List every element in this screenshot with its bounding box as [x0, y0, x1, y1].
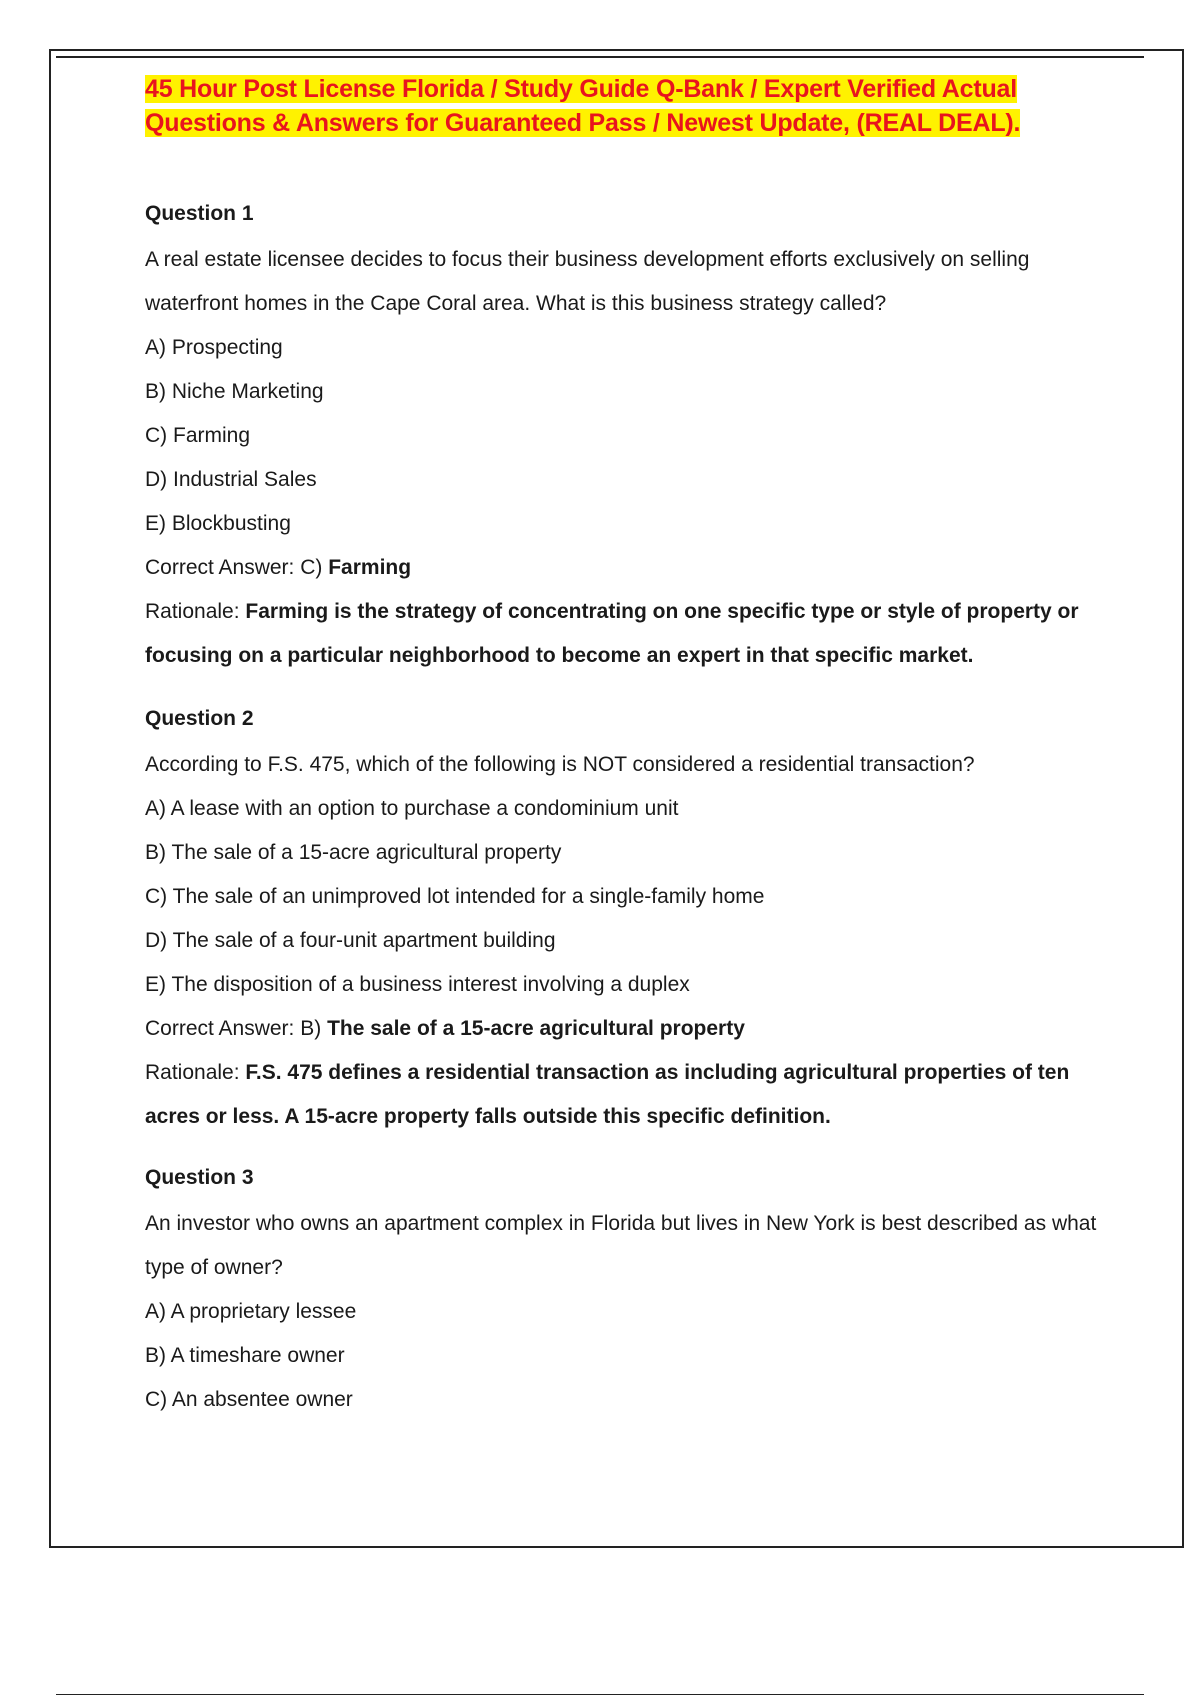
- question-block: [145, 1164, 1105, 1422]
- question-block: [145, 200, 1105, 678]
- rationale-text: Farming is the strategy of concentrating on one specific type or style of property or focusing on a particular neighborhood to become an expert in that specific market.: [145, 600, 1079, 667]
- answer-option: C) An absentee owner: [145, 1388, 353, 1411]
- document-title: [145, 72, 1105, 140]
- correct-answer-value: The sale of a 15-acre agricultural property: [327, 1017, 745, 1040]
- answer-option: B) The sale of a 15-acre agricultural property: [145, 841, 562, 864]
- bottom-divider: [56, 1694, 1144, 1695]
- rationale-text: F.S. 475 defines a residential transaction as including agricultural properties of ten acres or less. A 15-acre property falls outside this specific definition.: [145, 1061, 1070, 1128]
- answer-option: A) A lease with an option to purchase a condominium unit: [145, 797, 679, 820]
- answer-option: E) Blockbusting: [145, 512, 291, 535]
- answer-option: D) The sale of a four-unit apartment building: [145, 929, 556, 952]
- question-text: According to F.S. 475, which of the following is NOT considered a residential transaction?: [145, 753, 975, 776]
- correct-answer-value: Farming: [328, 556, 412, 579]
- rationale: [145, 590, 1105, 678]
- answer-option: C) Farming: [145, 424, 251, 447]
- question-text: A real estate licensee decides to focus their business development efforts exclusively on selling waterfront homes in the Cape Coral area. What is this business strategy called?: [145, 248, 1030, 315]
- rationale: [145, 1051, 1105, 1139]
- top-divider: [56, 56, 1144, 58]
- rationale-label: Rationale:: [145, 1061, 246, 1084]
- answer-option: E) The disposition of a business interest involving a duplex: [145, 973, 690, 996]
- rationale-label: Rationale:: [145, 600, 246, 623]
- correct-answer: [145, 1007, 1105, 1051]
- question-heading: Question 3: [145, 1166, 254, 1189]
- question-block: [145, 705, 1105, 1139]
- answer-option: C) The sale of an unimproved lot intended for a single-family home: [145, 885, 765, 908]
- answer-option: A) A proprietary lessee: [145, 1300, 357, 1323]
- answer-option: B) A timeshare owner: [145, 1344, 345, 1367]
- question-text: An investor who owns an apartment complex in Florida but lives in New York is best described as what type of owner?: [145, 1212, 1097, 1279]
- answer-option: B) Niche Marketing: [145, 380, 324, 403]
- question-heading: Question 1: [145, 202, 254, 225]
- correct-answer-label: Correct Answer: B): [145, 1017, 328, 1040]
- correct-answer-label: Correct Answer: C): [145, 556, 329, 579]
- answer-option: A) Prospecting: [145, 336, 283, 359]
- answer-option: D) Industrial Sales: [145, 468, 317, 491]
- document-body: [145, 72, 1105, 1411]
- correct-answer: [145, 546, 1105, 590]
- question-heading: Question 2: [145, 707, 254, 730]
- document-title-text: 45 Hour Post License Florida / Study Guide Q-Bank / Expert Verified Actual Questions & Answers for Guaranteed Pass / Newest Update, (REAL DEAL).: [145, 75, 1021, 137]
